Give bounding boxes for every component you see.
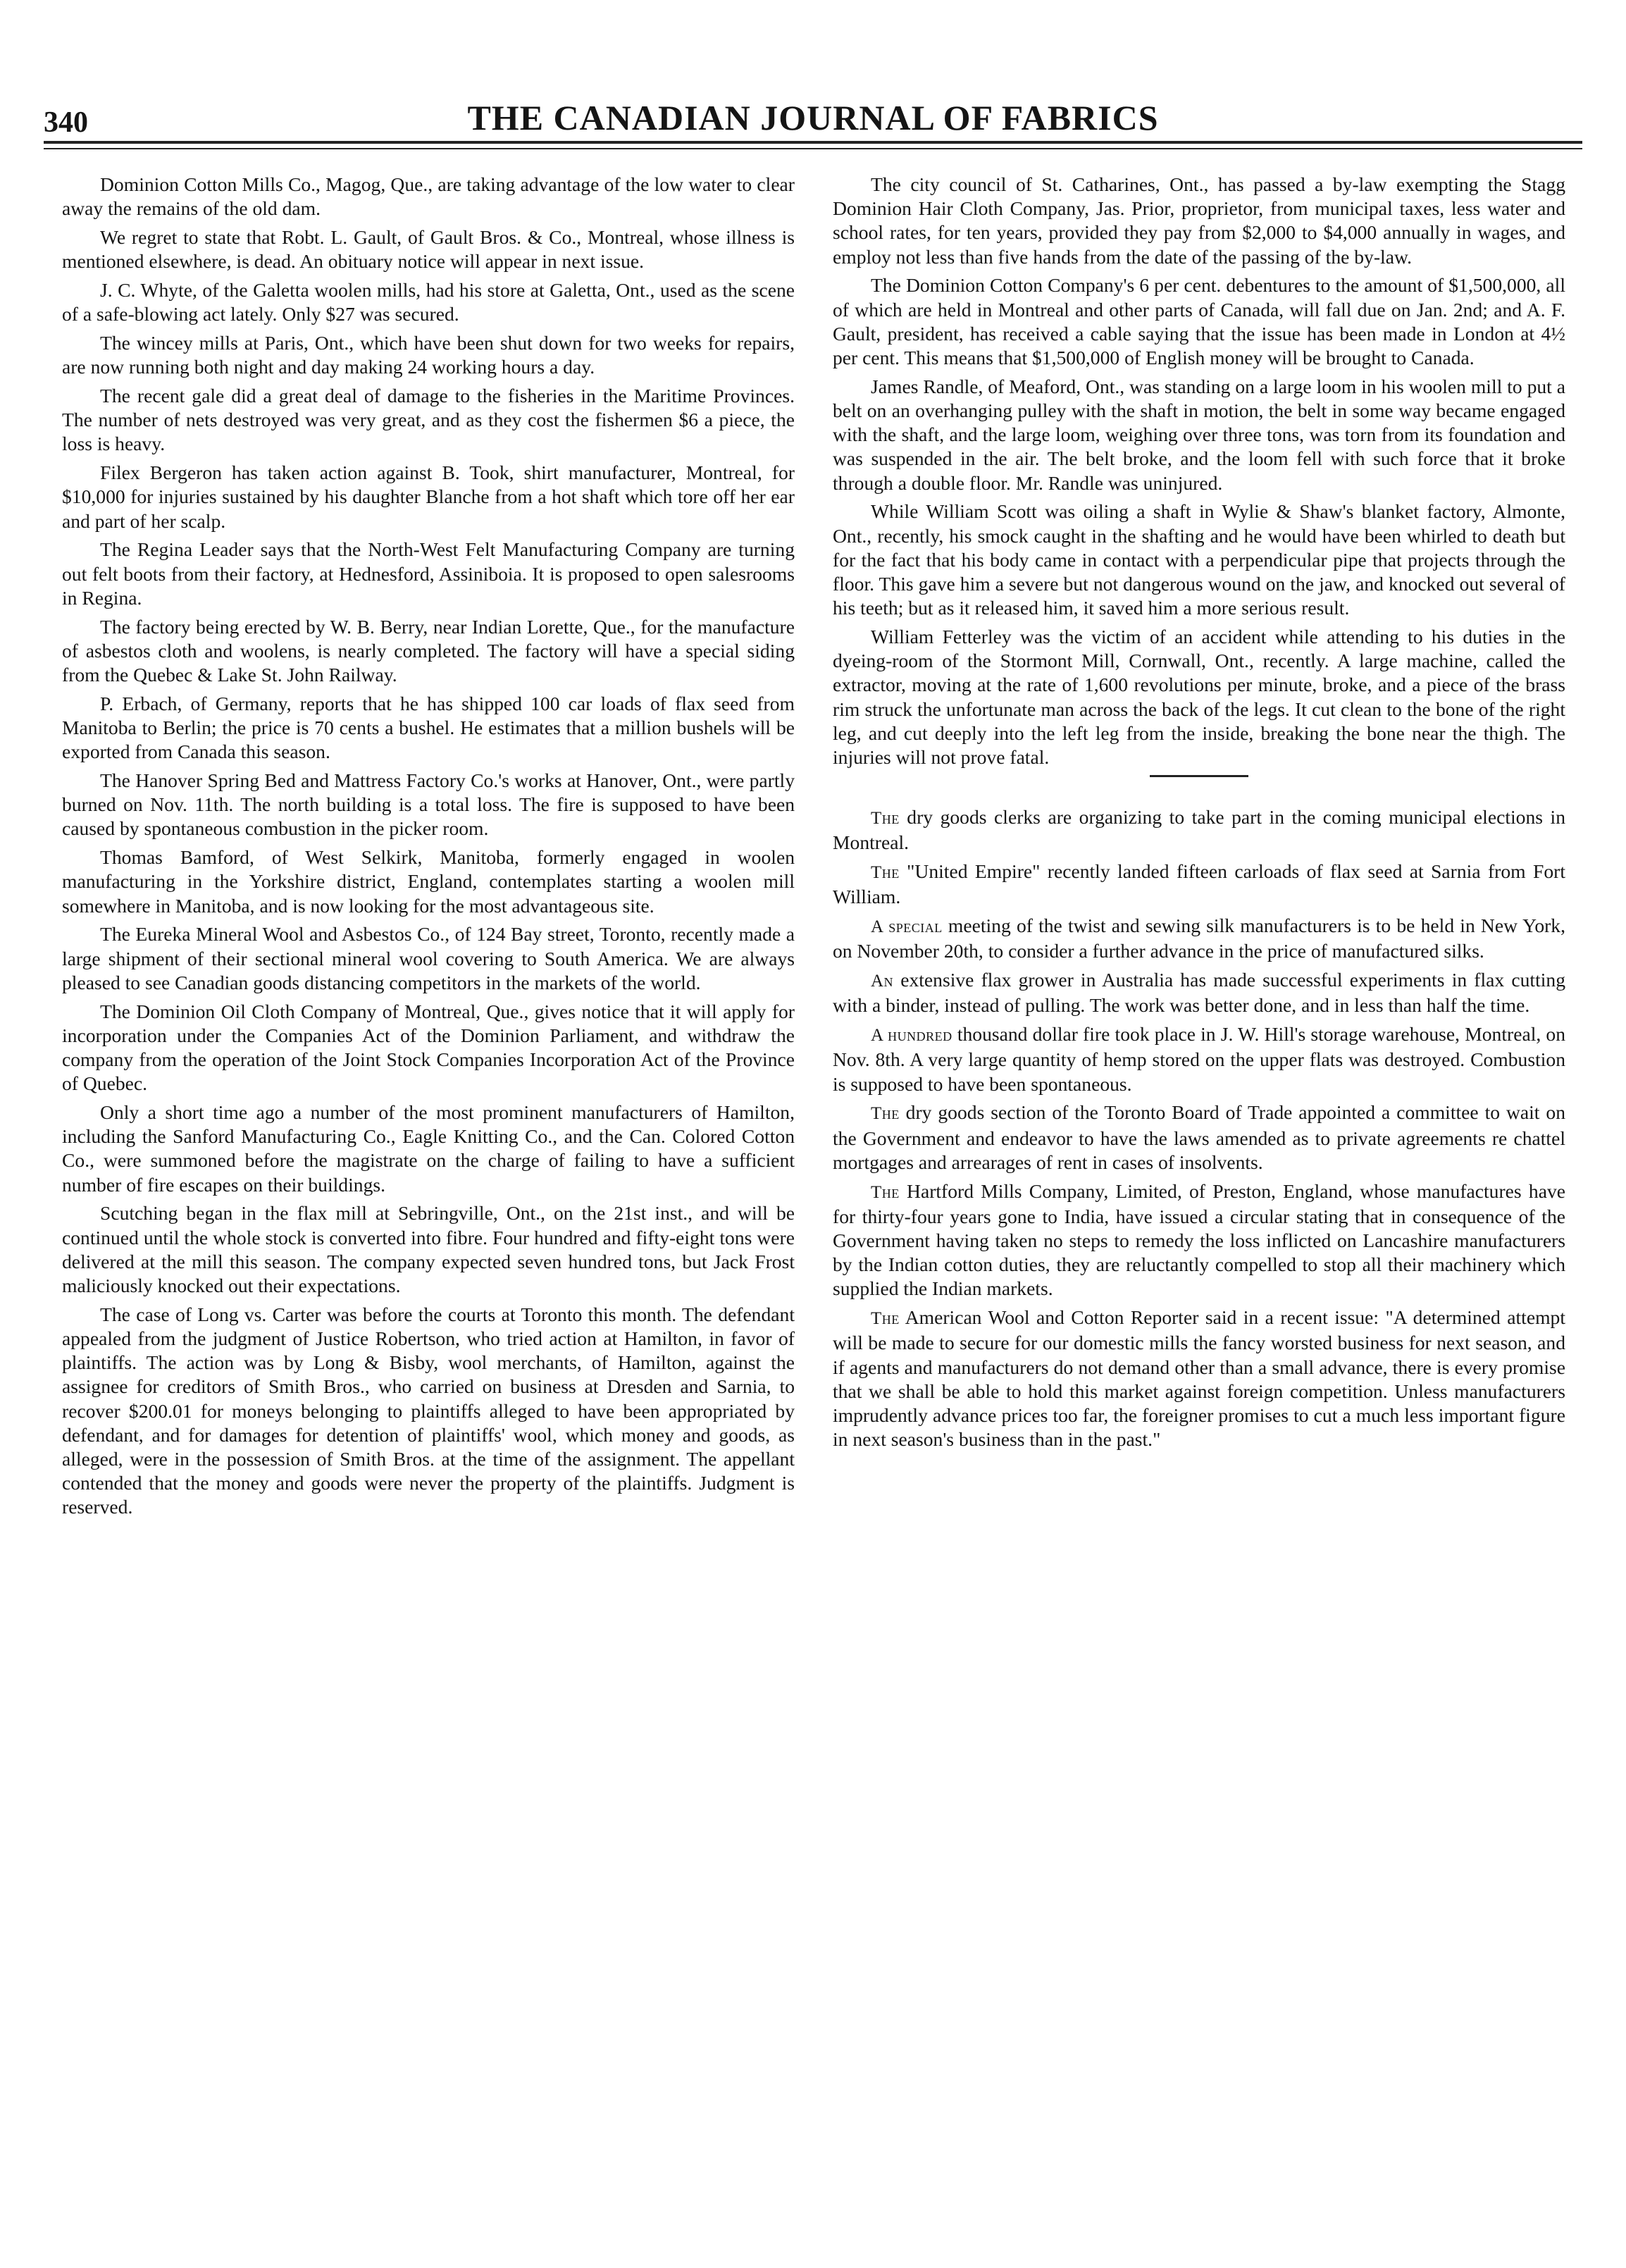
news-item: The Eureka Mineral Wool and Asbestos Co., of 124 Bay street, Toronto, recently made a large shipment of their sectional mineral wool covering to South America. We are always pleased to see Canadian goods distancing competitors in the markets of the world.	[62, 923, 795, 993]
brief-lead: A hundred	[871, 1026, 952, 1046]
brief-lead: A special	[871, 917, 943, 937]
header-rule-thin	[44, 148, 1582, 149]
news-item: Filex Bergeron has taken action against B. Took, shirt manufacturer, Montreal, for $10,000 for injuries sustained by his daughter Blanche from a hot shaft which tore off her ear and part of her scalp.	[62, 461, 795, 532]
brief-lead: The	[871, 809, 900, 829]
news-item: The Dominion Oil Cloth Company of Montreal, Que., gives notice that it will apply for incorporation under the Companies Act of the Dominion Parliament, and withdraw the company from the operation of the Joint Stock Companies Incorporation Act of the Province of Quebec.	[62, 1000, 795, 1095]
section-divider	[1150, 775, 1248, 777]
brief-item	[833, 805, 1565, 855]
brief-item	[833, 860, 1565, 909]
right-column	[833, 173, 1565, 1456]
news-item: Scutching began in the flax mill at Sebringville, Ont., on the 21st inst., and will be continued until the whole stock is converted into fibre. Four hundred and fifty-eight tons were delivered at the mill this season. The company expected seven hundred tons, but Jack Frost maliciously knocked out their expectations.	[62, 1202, 795, 1297]
news-item: The factory being erected by W. B. Berry, near Indian Lorette, Que., for the manufacture of asbestos cloth and woolens, is nearly completed. The factory will have a special siding from the Quebec & Lake St. John Railway.	[62, 615, 795, 686]
news-item: J. C. Whyte, of the Galetta woolen mills, had his store at Galetta, Ont., used as the scene of a safe-blowing act lately. Only $27 was secured.	[62, 279, 795, 326]
news-item: P. Erbach, of Germany, reports that he has shipped 100 car loads of flax seed from Manitoba to Berlin; the price is 70 cents a bushel. He estimates that a million bushels will be exported from Canada this season.	[62, 692, 795, 763]
news-item: Only a short time ago a number of the most prominent manufacturers of Hamilton, including the Sanford Manufacturing Co., Eagle Knitting Co., and the Can. Colored Cotton Co., were summoned before the magistrate on the charge of failing to have a sufficient number of fire escapes on their buildings.	[62, 1101, 795, 1196]
brief-item	[833, 1101, 1565, 1175]
brief-text: dry goods clerks are organizing to take part in the coming municipal elections in Montreal.	[833, 806, 1565, 854]
brief-item	[833, 914, 1565, 963]
news-item: We regret to state that Robt. L. Gault, of Gault Bros. & Co., Montreal, whose illness is mentioned elsewhere, is dead. An obituary notice will appear in next issue.	[62, 226, 795, 273]
brief-text: dry goods section of the Toronto Board of Trade appointed a committee to wait on the Government and endeavor to have the laws amended as to private agreements re chattel mortgages and arrearages of rent in cases of insolvents.	[833, 1101, 1565, 1173]
brief-lead: The	[871, 863, 900, 883]
brief-lead: The	[871, 1309, 900, 1329]
news-item: The Regina Leader says that the North-West Felt Manufacturing Company are turning out felt boots from their factory, at Hednesford, Assiniboia. It is proposed to open salesrooms in Regina.	[62, 538, 795, 609]
brief-item	[833, 1022, 1565, 1096]
brief-text: Hartford Mills Company, Limited, of Preston, England, whose manufactures have for thirty-four years gone to India, have issued a circular stating that in consequence of the Government having taken no steps to remedy the loss inflicted on Lancashire manufacturers by the Indian cotton duties, they are reluctantly compelled to stop all their machinery which supplied the Indian markets.	[833, 1179, 1565, 1300]
page-number: 340	[44, 106, 88, 139]
brief-text: "United Empire" recently landed fifteen carloads of flax seed at Sarnia from Fort William.	[833, 860, 1565, 908]
brief-item	[833, 1179, 1565, 1301]
brief-text: thousand dollar fire took place in J. W. Hill's storage warehouse, Montreal, on Nov. 8th. A very large quantity of hemp stored on the upper flats was destroyed. Combustion is supposed to have been spontaneous.	[833, 1023, 1565, 1095]
news-item: William Fetterley was the victim of an accident while attending to his duties in the dyeing-room of the Stormont Mill, Cornwall, Ont., recently. A large machine, called the extractor, moving at the rate of 1,600 revolutions per minute, broke, and a piece of the brass rim struck the unfortunate man across the back of the legs. It cut clean to the bone of the right leg, and cut deeply into the left leg from the inside, breaking the bone near the thigh. The injuries will not prove fatal.	[833, 626, 1565, 769]
brief-item	[833, 1306, 1565, 1451]
news-item: The Hanover Spring Bed and Mattress Factory Co.'s works at Hanover, Ont., were partly burned on Nov. 11th. The north building is a total loss. The fire is supposed to have been caused by spontaneous combustion in the picker room.	[62, 769, 795, 840]
news-item: The city council of St. Catharines, Ont., has passed a by-law exempting the Stagg Dominion Hair Cloth Company, Jas. Prior, proprietor, from municipal taxes, less water and school rates, for ten years, provided they pay from $2,000 to $4,000 annually in wages, and employ not less than five hands from the date of the passing of the by-law.	[833, 173, 1565, 268]
page-title: THE CANADIAN JOURNAL OF FABRICS	[467, 98, 1159, 137]
news-item: While William Scott was oiling a shaft in Wylie & Shaw's blanket factory, Almonte, Ont., recently, his smock caught in the shafting and he would have been whirled to death but for the fact that his body came in contact with a perpendicular pipe that projects through the floor. This gave him a severe but not dangerous wound on the jaw, and knocked out several of his teeth; but as it released him, it saved him a more serious result.	[833, 500, 1565, 619]
brief-lead: The	[871, 1182, 900, 1202]
brief-text: meeting of the twist and sewing silk manufacturers is to be held in New York, on November 20th, to consider a further advance in the price of manufactured silks.	[833, 915, 1566, 962]
brief-text: extensive flax grower in Australia has made successful experiments in flax cutting with a binder, instead of pulling. The work was better done, and in less than half the time.	[833, 969, 1565, 1017]
brief-lead: The	[871, 1104, 900, 1124]
left-column	[62, 173, 795, 1524]
news-item: James Randle, of Meaford, Ont., was standing on a large loom in his woolen mill to put a belt on an overhanging pulley with the shaft in motion, the belt in some way became engaged with the shaft, and the large loom, weighing over three tons, was torn from its foundation and was suspended in the air. The belt broke, and the loom fell with such force that it broke through a double floor. Mr. Randle was uninjured.	[833, 375, 1565, 494]
news-item: Dominion Cotton Mills Co., Magog, Que., are taking advantage of the low water to clear away the remains of the old dam.	[62, 173, 795, 220]
brief-text: American Wool and Cotton Reporter said in a recent issue: "A determined attempt will be made to secure for our domestic mills the fancy worsted business for next season, and if agents and manufacturers do not demand other than a small advance, there is every promise that we shall be able to hold this market against foreign competition. Unless manufacturers imprudently advance prices too far, the foreigner promises to cut a much less important figure in next season's business than in the past."	[833, 1306, 1565, 1451]
header-rule	[44, 141, 1582, 144]
news-item: The Dominion Cotton Company's 6 per cent. debentures to the amount of $1,500,000, all of which are held in Montreal and other parts of Canada, will fall due on Jan. 2nd; and A. F. Gault, president, has received a cable saying that the issue has been made in London at 4½ per cent. This means that $1,500,000 of English money will be brought to Canada.	[833, 274, 1565, 369]
news-item: The wincey mills at Paris, Ont., which have been shut down for two weeks for repairs, are now running both night and day making 24 working hours a day.	[62, 332, 795, 378]
news-item: Thomas Bamford, of West Selkirk, Manitoba, formerly engaged in woolen manufacturing in the Yorkshire district, England, contemplates starting a woolen mill somewhere in Manitoba, and is now looking for the most advantageous site.	[62, 846, 795, 917]
news-item: The recent gale did a great deal of damage to the fisheries in the Maritime Provinces. The number of nets destroyed was very great, and as they cost the fishermen $6 a piece, the loss is heavy.	[62, 385, 795, 455]
news-item: The case of Long vs. Carter was before the courts at Toronto this month. The defendant appealed from the judgment of Justice Robertson, who tried action at Hamilton, in favor of plaintiffs. The action was by Long & Bisby, wool merchants, of Hamilton, against the assignee for creditors of Smith Bros., who carried on business at Dresden and Sarnia, to recover $200.01 for moneys belonging to plaintiffs alleged to have been appropriated by defendant, and for damages for detention of plaintiffs' wool, which money and goods, as alleged, were in the possession of Smith Bros. at the time of the assignment. The appellant contended that the money and goods were never the property of the plaintiffs. Judgment is reserved.	[62, 1303, 795, 1518]
brief-item	[833, 968, 1565, 1017]
brief-lead: An	[871, 972, 894, 991]
